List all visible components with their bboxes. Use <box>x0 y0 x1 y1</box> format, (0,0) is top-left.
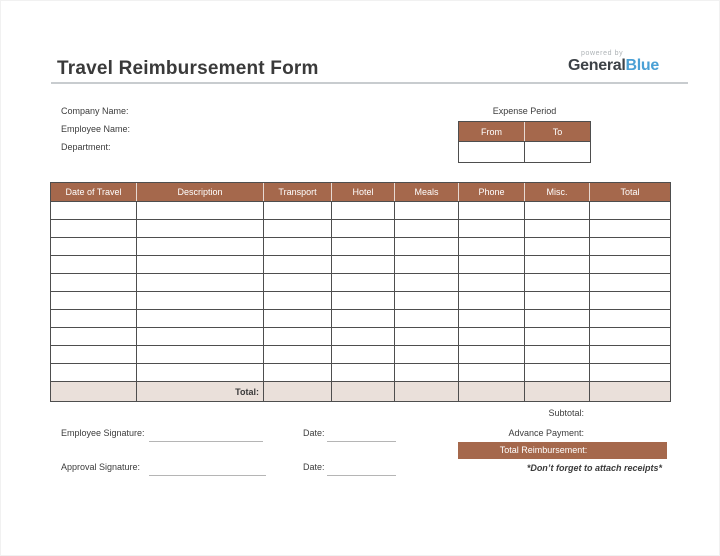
expense-cell[interactable] <box>264 219 332 237</box>
total-label-cell: Total: <box>137 381 264 401</box>
expense-cell[interactable] <box>590 363 670 381</box>
advance-payment-label: Advance Payment: <box>508 428 584 438</box>
expense-cell[interactable] <box>264 255 332 273</box>
expense-cell[interactable] <box>459 273 525 291</box>
expense-cell[interactable] <box>51 219 137 237</box>
brand-wordmark <box>568 58 659 73</box>
employee-date-line[interactable] <box>327 431 396 442</box>
subtotal-label: Subtotal: <box>548 408 584 418</box>
expense-cell[interactable] <box>590 255 670 273</box>
expense-cell[interactable] <box>525 327 590 345</box>
expense-cell[interactable] <box>137 345 264 363</box>
expense-cell[interactable] <box>51 201 137 219</box>
approval-signature-label: Approval Signature: <box>61 462 141 472</box>
table-row <box>51 363 670 381</box>
total-reimbursement-bar: Total Reimbursement: <box>458 442 667 459</box>
total-amount-cell[interactable] <box>395 381 459 401</box>
approval-date-line[interactable] <box>327 465 396 476</box>
expense-cell[interactable] <box>332 363 395 381</box>
table-row <box>51 255 670 273</box>
expense-cell[interactable] <box>264 345 332 363</box>
column-header-description: Description <box>137 183 264 201</box>
brand-blue-text: Blue <box>625 57 659 74</box>
expense-cell[interactable] <box>459 363 525 381</box>
expense-cell[interactable] <box>459 327 525 345</box>
expense-period-to-header: To <box>525 122 590 141</box>
expense-cell[interactable] <box>590 345 670 363</box>
generalblue-logo <box>568 50 659 73</box>
expense-cell[interactable] <box>332 309 395 327</box>
page-title: Travel Reimbursement Form <box>57 58 319 79</box>
table-row <box>51 201 670 219</box>
employee-name-label: Employee Name: <box>61 124 131 134</box>
expense-cell[interactable] <box>590 309 670 327</box>
approval-date-label: Date: <box>303 462 325 472</box>
expense-cell[interactable] <box>590 327 670 345</box>
expense-cell[interactable] <box>525 219 590 237</box>
expense-cell[interactable] <box>264 201 332 219</box>
expense-cell[interactable] <box>51 291 137 309</box>
expense-cell[interactable] <box>332 219 395 237</box>
total-amount-cell[interactable] <box>264 381 332 401</box>
expense-cell[interactable] <box>264 309 332 327</box>
expense-cell[interactable] <box>51 273 137 291</box>
table-row <box>51 291 670 309</box>
expense-cell[interactable] <box>395 363 459 381</box>
expense-cell[interactable] <box>51 345 137 363</box>
expense-cell[interactable] <box>525 291 590 309</box>
expense-period-title: Expense Period <box>492 106 557 116</box>
total-amount-cell[interactable] <box>51 381 137 401</box>
expense-cell[interactable] <box>590 201 670 219</box>
expense-cell[interactable] <box>51 363 137 381</box>
expense-cell[interactable] <box>137 273 264 291</box>
column-header-transport: Transport <box>264 183 332 201</box>
company-name-label: Company Name: <box>61 106 129 116</box>
expense-period-from-cell[interactable] <box>459 141 525 162</box>
expense-cell[interactable] <box>137 291 264 309</box>
expense-cell[interactable] <box>525 273 590 291</box>
expense-cell[interactable] <box>459 237 525 255</box>
expense-cell[interactable] <box>137 309 264 327</box>
expense-cell[interactable] <box>590 219 670 237</box>
department-label: Department: <box>61 142 111 152</box>
expense-cell[interactable] <box>264 291 332 309</box>
brand-general-text: General <box>568 57 626 74</box>
column-header-meals: Meals <box>395 183 459 201</box>
expense-table-total-row <box>51 381 670 401</box>
expense-cell[interactable] <box>395 345 459 363</box>
expense-cell[interactable] <box>395 255 459 273</box>
employee-signature-label: Employee Signature: <box>61 428 145 438</box>
expense-cell[interactable] <box>395 291 459 309</box>
total-amount-cell[interactable] <box>590 381 670 401</box>
expense-cell[interactable] <box>332 273 395 291</box>
employee-date-label: Date: <box>303 428 325 438</box>
expense-cell[interactable] <box>525 309 590 327</box>
expense-cell[interactable] <box>332 255 395 273</box>
table-row <box>51 219 670 237</box>
expense-cell[interactable] <box>51 327 137 345</box>
expense-cell[interactable] <box>459 291 525 309</box>
column-header-misc: Misc. <box>525 183 590 201</box>
table-row <box>51 237 670 255</box>
expense-table <box>50 182 671 402</box>
expense-period-header-row <box>459 122 590 141</box>
expense-cell[interactable] <box>51 309 137 327</box>
total-amount-cell[interactable] <box>459 381 525 401</box>
column-header-hotel: Hotel <box>332 183 395 201</box>
expense-cell[interactable] <box>395 327 459 345</box>
expense-cell[interactable] <box>525 363 590 381</box>
expense-cell[interactable] <box>525 345 590 363</box>
attach-receipts-note: *Don’t forget to attach receipts* <box>526 463 662 473</box>
expense-cell[interactable] <box>264 327 332 345</box>
column-header-phone: Phone <box>459 183 525 201</box>
expense-period-table <box>458 121 591 163</box>
expense-cell[interactable] <box>395 219 459 237</box>
expense-cell[interactable] <box>459 345 525 363</box>
approval-signature-line[interactable] <box>149 465 266 476</box>
title-divider <box>51 82 688 84</box>
expense-cell[interactable] <box>332 345 395 363</box>
expense-cell[interactable] <box>137 255 264 273</box>
table-row <box>51 345 670 363</box>
expense-cell[interactable] <box>459 219 525 237</box>
expense-cell[interactable] <box>395 309 459 327</box>
table-row <box>51 309 670 327</box>
expense-cell[interactable] <box>525 255 590 273</box>
column-header-date-of-travel: Date of Travel <box>51 183 137 201</box>
expense-cell[interactable] <box>395 201 459 219</box>
expense-cell[interactable] <box>137 327 264 345</box>
expense-period-to-cell[interactable] <box>525 141 590 162</box>
expense-cell[interactable] <box>459 201 525 219</box>
expense-cell[interactable] <box>525 201 590 219</box>
table-row <box>51 273 670 291</box>
expense-period-value-row <box>459 141 590 162</box>
expense-cell[interactable] <box>264 237 332 255</box>
expense-cell[interactable] <box>395 237 459 255</box>
expense-cell[interactable] <box>590 291 670 309</box>
expense-cell[interactable] <box>332 291 395 309</box>
expense-table-header-row <box>51 183 670 201</box>
expense-cell[interactable] <box>395 273 459 291</box>
expense-cell[interactable] <box>590 273 670 291</box>
expense-cell[interactable] <box>590 237 670 255</box>
expense-cell[interactable] <box>137 219 264 237</box>
expense-cell[interactable] <box>525 237 590 255</box>
expense-table-body <box>51 201 670 381</box>
expense-cell[interactable] <box>51 237 137 255</box>
expense-cell[interactable] <box>264 363 332 381</box>
expense-cell[interactable] <box>51 255 137 273</box>
expense-cell[interactable] <box>137 237 264 255</box>
column-header-total: Total <box>590 183 670 201</box>
expense-cell[interactable] <box>459 255 525 273</box>
employee-signature-line[interactable] <box>149 431 263 442</box>
expense-cell[interactable] <box>459 309 525 327</box>
table-row <box>51 327 670 345</box>
expense-cell[interactable] <box>137 363 264 381</box>
expense-cell[interactable] <box>264 273 332 291</box>
powered-by-text: powered by <box>581 50 624 57</box>
expense-cell[interactable] <box>332 201 395 219</box>
total-amount-cell[interactable] <box>525 381 590 401</box>
expense-cell[interactable] <box>332 237 395 255</box>
expense-cell[interactable] <box>137 201 264 219</box>
total-amount-cell[interactable] <box>332 381 395 401</box>
expense-cell[interactable] <box>332 327 395 345</box>
expense-period-from-header: From <box>459 122 525 141</box>
